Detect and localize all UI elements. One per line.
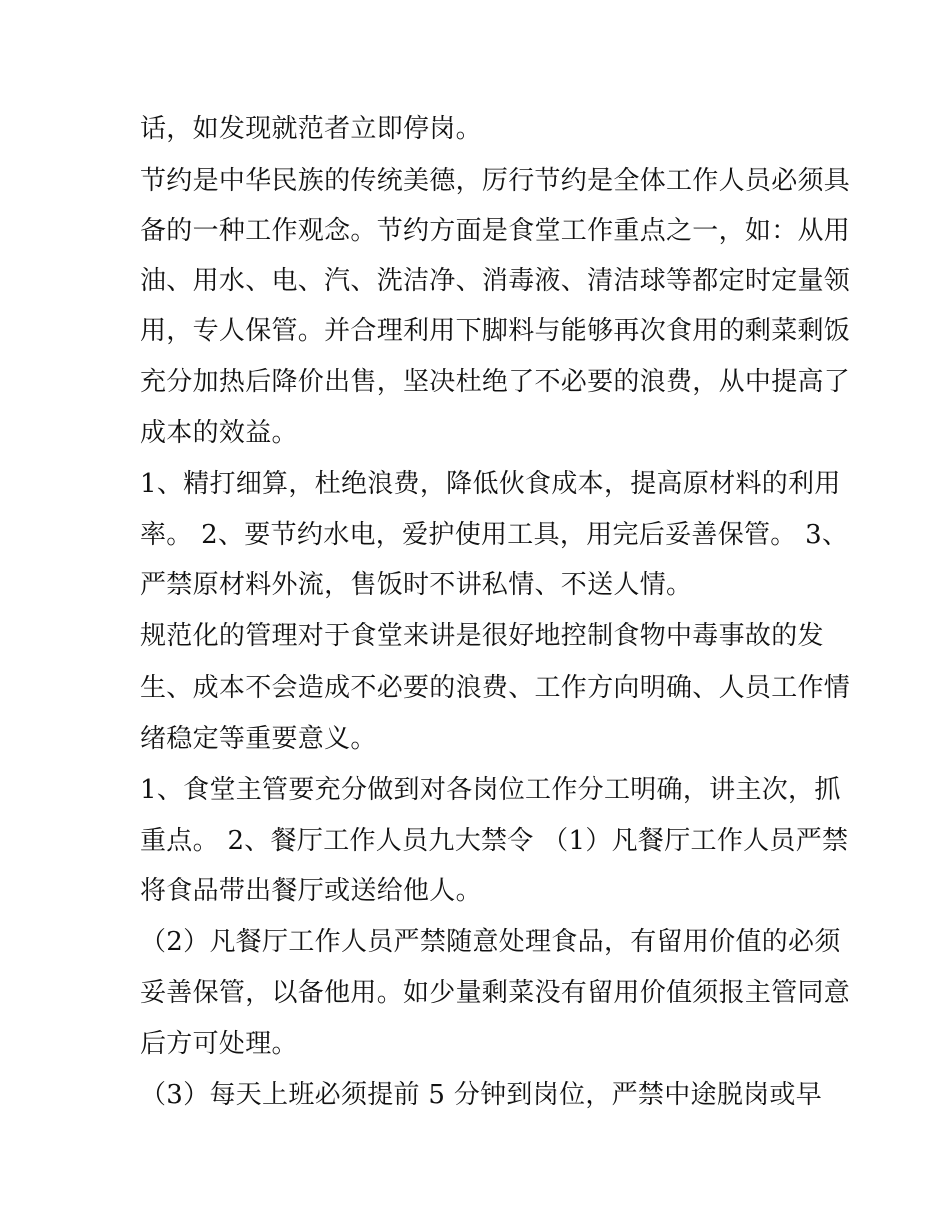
text-line: 成本的效益。 bbox=[140, 418, 298, 448]
text-line: 绪稳定等重要意义。 bbox=[140, 724, 377, 754]
text-line: 严禁原材料外流，售饭时不讲私情、不送人情。 bbox=[140, 570, 693, 600]
text-line: 规范化的管理对于食堂来讲是很好地控制食物中毒事故的发 bbox=[140, 621, 824, 651]
text-line: 油、用水、电、汽、洗洁净、消毒液、清洁球等都定时定量领 bbox=[140, 266, 851, 296]
text-line: 妥善保管，以备他用。如少量剩菜没有留用价值须报主管同意 bbox=[140, 978, 851, 1008]
text-line: 生、成本不会造成不必要的浪费、工作方向明确、人员工作情 bbox=[140, 673, 851, 703]
text-line: 后方可处理。 bbox=[140, 1029, 298, 1059]
text-line: 重点。 2、餐厅工作人员九大禁令 （1）凡餐厅工作人员严禁 bbox=[140, 826, 849, 856]
text-line: 充分加热后降价出售，坚决杜绝了不必要的浪费，从中提高了 bbox=[140, 367, 851, 397]
text-line: 用，专人保管。并合理利用下脚料与能够再次食用的剩菜剩饭 bbox=[140, 316, 851, 346]
text-line: 节约是中华民族的传统美德，厉行节约是全体工作人员必须具 bbox=[140, 166, 851, 196]
text-line: （2）凡餐厅工作人员严禁随意处理食品，有留用价值的必须 bbox=[140, 927, 841, 957]
text-line: 1、食堂主管要充分做到对各岗位工作分工明确，讲主次，抓 bbox=[140, 775, 841, 805]
text-line: 率。 2、要节约水电，爱护使用工具，用完后妥善保管。 3、 bbox=[140, 520, 849, 550]
text-line: 将食品带出餐厅或送给他人。 bbox=[140, 876, 482, 906]
text-line: 1、精打细算，杜绝浪费，降低伙食成本，提高原材料的利用 bbox=[140, 469, 841, 499]
text-line: 话，如发现就范者立即停岗。 bbox=[140, 114, 482, 144]
text-line: 备的一种工作观念。节约方面是食堂工作重点之一，如：从用 bbox=[140, 216, 851, 246]
text-line: （3）每天上班必须提前 5 分钟到岗位，严禁中途脱岗或早 bbox=[140, 1080, 823, 1110]
